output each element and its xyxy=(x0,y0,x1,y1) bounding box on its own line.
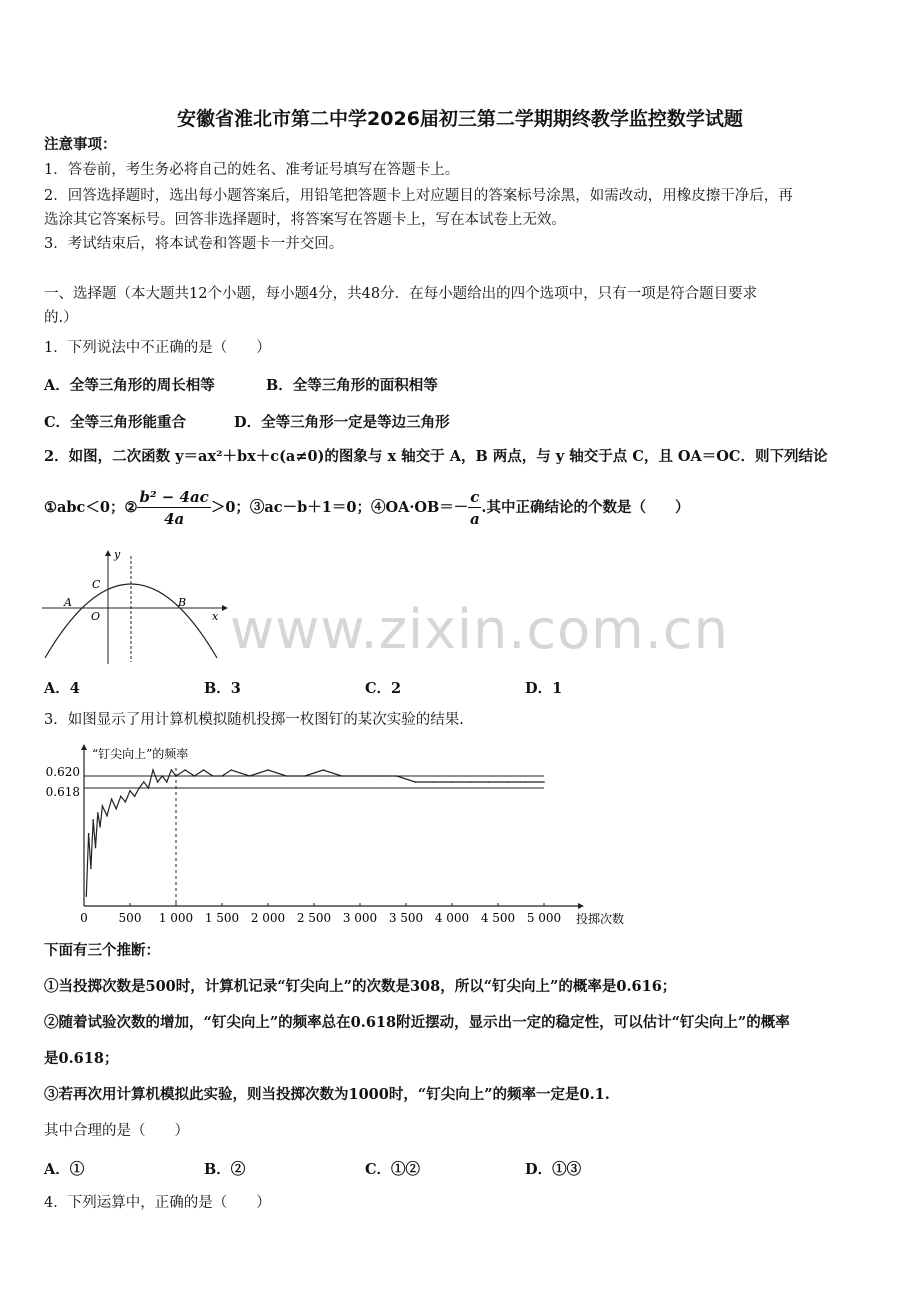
y-axis-arrow xyxy=(105,550,111,556)
q1-option-a: A．全等三角形的周长相等 xyxy=(44,377,215,394)
section1-heading: 一、选择题（本大题共12个小题，每小题4分，共48分．在每小题给出的四个选项中，只有一项是符合题目要求 xyxy=(44,286,758,302)
chart-x-tick-label: 500 xyxy=(118,911,142,925)
chart-y-label: “钉尖向上”的频率 xyxy=(92,747,189,761)
chart-data-point xyxy=(175,775,177,777)
notice-item-1: 1．答卷前，考生务必将自己的姓名、准考证号填写在答题卡上。 xyxy=(44,162,460,178)
q2-fraction-2-num: c xyxy=(470,487,480,506)
graph-label-x: x xyxy=(212,610,219,623)
q2-conclusions xyxy=(44,484,689,534)
q2-fraction-1-num: b² − 4ac xyxy=(139,487,209,506)
graph-label-y: y xyxy=(114,548,121,561)
chart-data-point xyxy=(488,781,490,783)
chart-data-point xyxy=(106,815,108,817)
notice-item-2: 2．回答选择题时，选出每小题答案后，用铅笔把答题卡上对应题目的答案标号涂黑，如需改动，用橡皮擦干净后，再 xyxy=(44,188,793,204)
chart-data-point xyxy=(525,781,527,783)
exam-title: 安徽省淮北市第二中学2026届初三第二学期期终教学监控数学试题 xyxy=(177,108,743,130)
graph-label-a: A xyxy=(64,596,72,609)
graph-label-o: O xyxy=(91,610,101,623)
section1-heading-cont: 的.） xyxy=(44,310,78,326)
q1-option-c: C．全等三角形能重合 xyxy=(44,414,187,431)
q3-statement-2: ②随着试验次数的增加，“钉尖向上”的频率总在0.618附近摆动，显示出一定的稳定性，可以估计“钉尖向上”的概率 xyxy=(44,1014,790,1031)
chart-x-tick-label: 1 500 xyxy=(204,911,240,925)
chart-x-tick-label: 0 xyxy=(80,911,88,925)
chart-data-point xyxy=(341,775,343,777)
q3-option-b: B．② xyxy=(204,1161,246,1178)
q1-stem: 1．下列说法中不正确的是（ ） xyxy=(44,340,271,356)
chart-data-point xyxy=(115,808,117,810)
chart-x-axis-arrow xyxy=(578,903,584,909)
q3-option-c: C．①② xyxy=(365,1161,421,1178)
chart-x-tick-label: 1 000 xyxy=(158,911,194,925)
chart-data-point xyxy=(95,847,97,849)
q4-stem: 4．下列运算中，正确的是（ ） xyxy=(44,1195,271,1211)
chart-data-point xyxy=(304,775,306,777)
q2-option-c: C．2 xyxy=(365,680,402,697)
chart-data-point xyxy=(286,775,288,777)
chart-x-tick-label: 2 500 xyxy=(296,911,332,925)
chart-data-point xyxy=(322,769,324,771)
x-axis-arrow xyxy=(222,605,228,611)
chart-marks xyxy=(46,765,562,925)
chart-data-point xyxy=(125,801,127,803)
chart-data-point xyxy=(111,798,113,800)
chart-data-point xyxy=(86,895,88,897)
q3-statement-3: ③若再次用计算机模拟此实验，则当投掷次数为1000时，“钉尖向上”的频率一定是0.1. xyxy=(44,1086,610,1103)
chart-data-point xyxy=(171,769,173,771)
chart-x-tick-label: 4 500 xyxy=(480,911,516,925)
chart-data-point xyxy=(97,812,99,814)
chart-data-point xyxy=(166,781,168,783)
chart-data-point xyxy=(148,787,150,789)
chart-data-point xyxy=(194,775,196,777)
q3-intro: 下面有三个推断： xyxy=(44,942,160,959)
q2-parabola-graph xyxy=(40,548,230,666)
q2-fraction-1 xyxy=(137,487,210,530)
q1-option-d: D．全等三角形一定是等边三角形 xyxy=(234,414,450,431)
chart-x-tick-label: 2 000 xyxy=(250,911,286,925)
q2-fraction-1-den: 4a xyxy=(164,509,185,528)
graph-label-b: B xyxy=(178,596,187,609)
chart-data-point xyxy=(143,781,145,783)
chart-data-point xyxy=(120,796,122,798)
chart-data-point xyxy=(212,775,214,777)
q1-option-b: B．全等三角形的面积相等 xyxy=(266,377,438,394)
q3-statement-2-cont: 是0.618； xyxy=(44,1050,119,1067)
chart-data-point xyxy=(161,775,163,777)
chart-data-point xyxy=(157,781,159,783)
chart-data-point xyxy=(90,868,92,870)
graph-label-c: C xyxy=(92,578,101,591)
chart-data-point xyxy=(433,781,435,783)
q3-option-a: A．① xyxy=(44,1161,85,1178)
chart-data-point xyxy=(414,781,416,783)
chart-data-point xyxy=(102,805,104,807)
chart-y-axis-arrow xyxy=(81,744,87,750)
q2-conclusion-part2: ＞0；③ac－b＋1＝0；④OA·OB＝－ xyxy=(210,499,469,516)
q2-option-d: D．1 xyxy=(525,680,563,697)
chart-data-point xyxy=(152,769,154,771)
chart-data-point xyxy=(378,775,380,777)
chart-data-point xyxy=(230,769,232,771)
notice-heading: 注意事项： xyxy=(44,136,117,153)
chart-data-point xyxy=(88,833,90,835)
chart-x-tick-label: 3 000 xyxy=(342,911,378,925)
chart-data-point xyxy=(129,790,131,792)
chart-data-point xyxy=(543,781,545,783)
q3-ask: 其中合理的是（ ） xyxy=(44,1123,189,1139)
chart-y-tick-label: 0.620 xyxy=(45,765,80,779)
chart-x-tick-label: 4 000 xyxy=(434,911,470,925)
chart-data-point xyxy=(451,781,453,783)
q2-option-a: A．4 xyxy=(44,680,80,697)
chart-data-point xyxy=(92,819,94,821)
q2-conclusion-part1: ①abc＜0；② xyxy=(44,499,138,516)
watermark: www.zixin.com.cn xyxy=(230,598,729,661)
chart-data-point xyxy=(359,775,361,777)
notice-item-2-cont: 选涂其它答案标号。回答非选择题时，将答案写在答题卡上，写在本试卷上无效。 xyxy=(44,212,566,228)
chart-data-point xyxy=(396,775,398,777)
q3-stem: 3．如图显示了用计算机模拟随机投掷一枚图钉的某次实验的结果. xyxy=(44,712,464,728)
chart-x-tick-label: 5 000 xyxy=(526,911,562,925)
q2-option-b: B．3 xyxy=(204,680,241,697)
chart-data-point xyxy=(506,781,508,783)
q3-option-d: D．①③ xyxy=(525,1161,582,1178)
q2-fraction-2 xyxy=(468,487,481,530)
q3-statement-1: ①当投掷次数是500时，计算机记录“钉尖向上”的次数是308，所以“钉尖向上”的概率是0.616； xyxy=(44,978,677,995)
q2-fraction-2-den: a xyxy=(469,509,480,528)
chart-x-tick-label: 3 500 xyxy=(388,911,424,925)
chart-y-tick-label: 0.618 xyxy=(45,785,80,799)
chart-series-line xyxy=(86,770,544,896)
chart-x-label: 投掷次数 xyxy=(576,912,625,926)
chart-data-point xyxy=(134,796,136,798)
q2-conclusion-part3: .其中正确结论的个数是（ ） xyxy=(481,499,690,516)
chart-data-point xyxy=(203,769,205,771)
notice-item-3: 3．考试结束后，将本试卷和答题卡一并交回。 xyxy=(44,236,344,252)
q3-frequency-chart xyxy=(44,736,640,930)
chart-data-point xyxy=(99,826,101,828)
chart-data-point xyxy=(249,775,251,777)
chart-data-point xyxy=(138,787,140,789)
chart-data-point xyxy=(221,775,223,777)
q2-stem: 2．如图，二次函数 y＝ax²＋bx＋c(a≠0)的图象与 x 轴交于 A，B 两点，与 y 轴交于点 C，且 OA＝OC．则下列结论 xyxy=(44,448,828,465)
chart-data-point xyxy=(267,769,269,771)
chart-data-point xyxy=(470,781,472,783)
chart-data-point xyxy=(184,769,186,771)
chart-static xyxy=(81,744,584,909)
